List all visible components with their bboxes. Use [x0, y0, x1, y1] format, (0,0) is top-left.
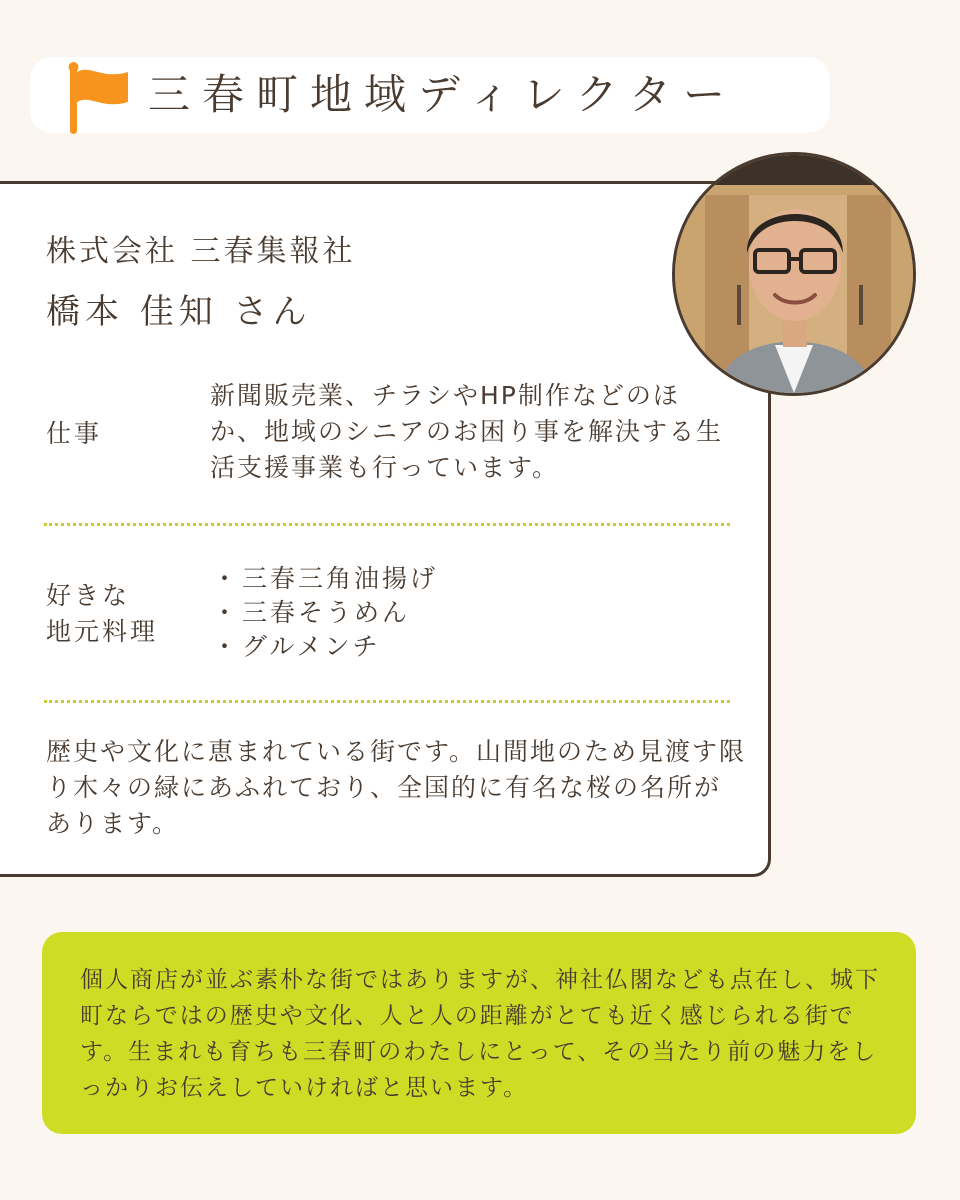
list-item: ・ グルメンチ — [212, 630, 438, 664]
message-text: 個人商店が並ぶ素朴な街ではありますが、神社仏閣なども点在し、城下町ならではの歴史や文化、人と人の距離がとても近く感じられる街です。生まれも育ちも三春町のわたしにとって、その当たり前の魅力をしっかりお伝えしていければと思います。 — [80, 967, 880, 1101]
list-item: ・ 三春そうめん — [212, 596, 438, 630]
favorite-food-label-line2: 地元料理 — [46, 617, 159, 646]
person-name: 橋本 佳知 さん — [46, 292, 312, 332]
divider — [44, 700, 730, 703]
town-description: 歴史や文化に恵まれている街です。山間地のため見渡す限り木々の緑にあふれており、全国的に有名な桜の名所があります。 — [46, 737, 747, 838]
work-label: 仕事 — [46, 419, 103, 448]
company-name: 株式会社 三春集報社 — [46, 234, 356, 269]
favorite-food-label — [46, 578, 206, 650]
favorite-food-list — [212, 562, 438, 664]
list-item: ・ 三春三角油揚げ — [212, 562, 438, 596]
page-title: 三春町地域ディレクター — [148, 70, 737, 119]
divider — [44, 523, 730, 526]
avatar — [672, 152, 916, 396]
favorite-food-label-line1: 好きな — [46, 581, 131, 610]
work-description: 新聞販売業、チラシやHP制作などのほか、地域のシニアのお困り事を解決する生活支援事業も行っています。 — [210, 381, 724, 482]
flag-icon — [62, 62, 132, 138]
